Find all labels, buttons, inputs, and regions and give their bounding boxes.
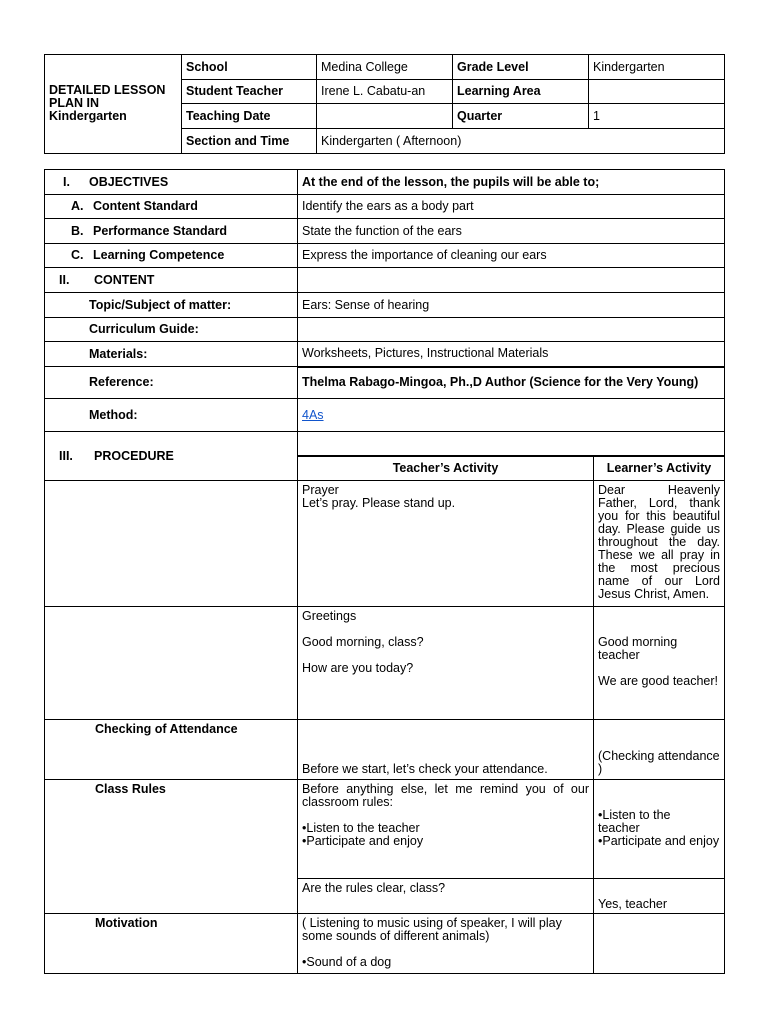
method-label: Method: [45,399,298,432]
content-standard-value: Identify the ears as a body part [298,195,725,219]
class-rules-learner [594,780,725,879]
area-label: Learning Area [453,80,589,104]
method-link[interactable]: 4As [302,407,324,422]
quarter-label: Quarter [453,104,589,129]
curriculum-value [298,318,725,342]
rules-question: Are the rules clear, class? [298,879,594,914]
prayer-learner: Dear Heavenly Father, Lord, thank you for this beautiful day. Please guide us throughout the day. These we all pray in the most precious name of our Lord Jesus Christ, Amen. [594,481,725,607]
date-value [317,104,453,129]
greetings-line-1: Good morning, class? [302,635,424,649]
class-rules-response-1: •Listen to the teacher [598,808,671,835]
motivation-learner [594,914,725,974]
greetings-line-2: How are you today? [302,661,414,675]
quarter-value: 1 [589,104,725,129]
content-heading: II. CONTENT [45,268,298,293]
teacher-value: Irene L. Cabatu-an [317,80,453,104]
grade-value: Kindergarten [589,55,725,80]
method-value [298,399,725,432]
attendance-teacher: Before we start, let’s check your attendance. [298,720,594,780]
school-value: Medina College [317,55,453,80]
performance-standard-label: B. Performance Standard [45,219,298,244]
attendance-learner: (Checking attendance ) [594,720,725,780]
greetings-learner [594,607,725,720]
header-table [44,54,725,154]
section-label: Section and Time [182,129,317,154]
objectives-heading: I. OBJECTIVES [45,170,298,195]
greetings-response-1: Good morning teacher [598,635,678,662]
greetings-teacher [298,607,594,720]
motivation-item: •Sound of a dog [302,955,392,969]
learning-competence-value: Express the importance of cleaning our ears [298,244,725,268]
motivation-teacher [298,914,594,974]
content-standard-label: A. Content Standard [45,195,298,219]
greetings-label-cell [45,607,298,720]
class-rules-teacher [298,780,594,879]
lesson-plan-table [44,169,725,974]
section-value: Kindergarten ( Afternoon) [317,129,725,154]
materials-label: Materials: [45,342,298,367]
procedure-heading: III. PROCEDURE [45,432,298,481]
class-rules-label: Class Rules [45,780,298,914]
learning-competence-label: C. Learning Competence [45,244,298,268]
learner-activity-header: Learner’s Activity [594,456,725,481]
grade-label: Grade Level [453,55,589,80]
date-label: Teaching Date [182,104,317,129]
motivation-label: Motivation [45,914,298,974]
reference-label: Reference: [45,367,298,399]
area-value [589,80,725,104]
content-heading-blank [298,268,725,293]
teacher-activity-header: Teacher’s Activity [298,456,594,481]
materials-value: Worksheets, Pictures, Instructional Materials [298,342,725,367]
teacher-label: Student Teacher [182,80,317,104]
class-rules-response-2: •Participate and enjoy [598,834,720,848]
prayer-teacher: Prayer Let’s pray. Please stand up. [298,481,594,607]
reference-value: Thelma Rabago-Mingoa, Ph.,D Author (Science for the Very Young) [298,367,725,399]
attendance-label: Checking of Attendance [45,720,298,780]
topic-label: Topic/Subject of matter: [45,293,298,318]
class-rules-intro: Before anything else, let me remind you of our classroom rules: [302,782,589,809]
school-label: School [182,55,317,80]
rules-answer: Yes, teacher [594,879,725,914]
motivation-description: ( Listening to music using of speaker, I will play some sounds of different animals) [302,916,562,943]
greetings-response-2: We are good teacher! [598,674,718,688]
procedure-blank [298,432,725,456]
performance-standard-value: State the function of the ears [298,219,725,244]
greetings-title: Greetings [302,609,357,623]
plan-title: DETAILED LESSON PLAN IN Kindergarten [45,55,182,154]
objectives-intro: At the end of the lesson, the pupils will be able to; [298,170,725,195]
prayer-label-cell [45,481,298,607]
topic-value: Ears: Sense of hearing [298,293,725,318]
curriculum-label: Curriculum Guide: [45,318,298,342]
class-rules-list: •Listen to the teacher •Participate and enjoy [302,821,424,848]
